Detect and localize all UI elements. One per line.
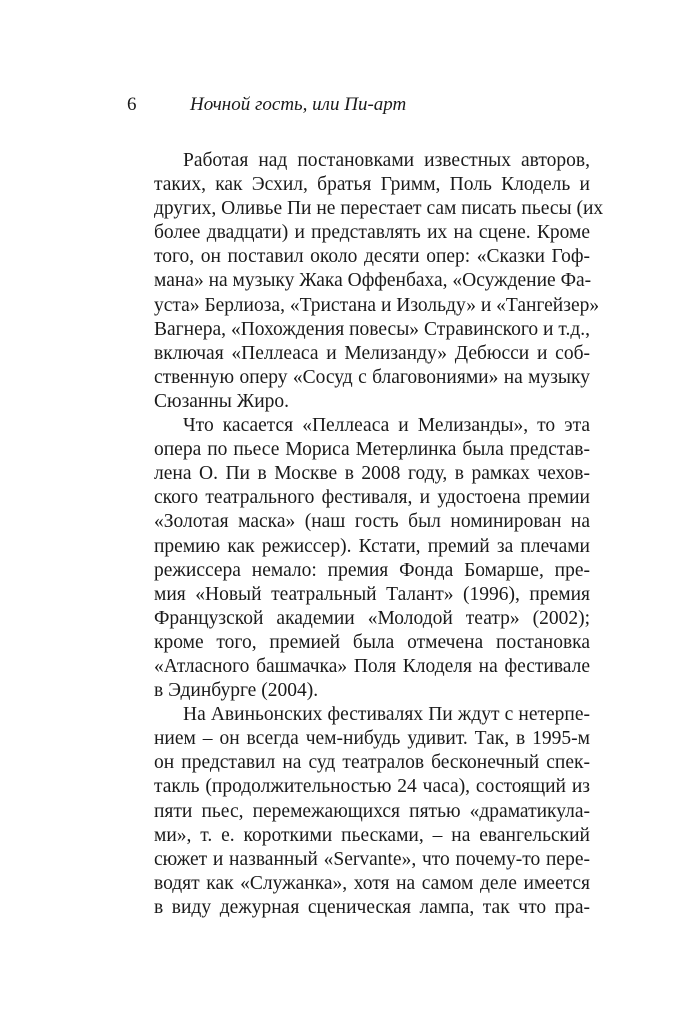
text-line: режиссера немало: премия Фонда Бомарше, пре- xyxy=(154,559,590,581)
text-line: включая «Пеллеаса и Мелизанду» Дебюсси и соб- xyxy=(154,342,590,364)
text-line: лена О. Пи в Москве в 2008 году, в рамках чехов- xyxy=(154,463,590,485)
text-line: кроме того, премией была отмечена постановка xyxy=(154,631,590,653)
text-line: Работая над постановками известных авторов, xyxy=(183,150,590,171)
text-line: Французской академии «Молодой театр» (2002); xyxy=(154,607,590,629)
text-line: уста» Берлиоза, «Тристана и Изольду» и «Тангейзер» xyxy=(154,294,600,316)
text-line: в Эдинбурге (2004). xyxy=(154,680,319,702)
text-line: в виду дежурная сценическая лампа, так что пра- xyxy=(154,896,590,918)
text-line: мана» на музыку Жака Оффенбаха, «Осуждение Фа- xyxy=(154,270,592,292)
text-line: такль (продолжительностью 24 часа), состоящий из xyxy=(154,776,590,798)
text-line: «Атласного башмачка» Поля Клоделя на фестивале xyxy=(154,655,590,677)
body-text xyxy=(154,149,604,920)
text-line: Что касается «Пеллеаса и Мелизанды», то эта xyxy=(183,415,590,437)
text-line: ского театрального фестиваля, и удостоена премии xyxy=(154,487,590,509)
text-line: Вагнера, «Похождения повесы» Стравинского и т.д., xyxy=(154,318,590,340)
text-line: более двадцати) и представлять их на сцене. Кроме xyxy=(154,222,590,244)
page-number: 6 xyxy=(127,94,137,115)
text-line: На Авиньонских фестивалях Пи ждут с нетерпе- xyxy=(183,704,590,726)
text-line: пяти пьес, перемежающихся пятью «драматикула- xyxy=(154,800,590,822)
text-line: таких, как Эсхил, братья Гримм, Поль Клодель и xyxy=(154,174,590,196)
text-line: опера по пьесе Мориса Метерлинка была представ- xyxy=(154,439,590,461)
text-line: ми», т. е. короткими пьесками, – на евангельский xyxy=(154,824,590,846)
text-line: нием – он всегда чем-нибудь удивит. Так, в 1995-м xyxy=(154,728,590,750)
text-line: других, Оливье Пи не перестает сам писать пьесы (их xyxy=(154,198,604,220)
text-line: ственную оперу «Сосуд с благовониями» на музыку xyxy=(154,366,590,388)
text-line: сюжет и названный «Servante», что почему-то пере- xyxy=(154,848,590,870)
text-line: премию как режиссер). Кстати, премий за плечами xyxy=(154,535,590,557)
text-line: «Золотая маска» (наш гость был номинирован на xyxy=(154,511,590,533)
text-line: мия «Новый театральный Талант» (1996), премия xyxy=(154,583,590,605)
running-head: Ночной гость, или Пи-арт xyxy=(190,94,407,115)
text-line: он представил на суд театралов бесконечный спек- xyxy=(154,752,590,774)
text-line: Сюзанны Жиро. xyxy=(154,390,290,412)
text-line: того, он поставил около десяти опер: «Сказки Гоф- xyxy=(154,246,590,268)
text-line: водят как «Служанка», хотя на самом деле имеется xyxy=(154,872,590,894)
